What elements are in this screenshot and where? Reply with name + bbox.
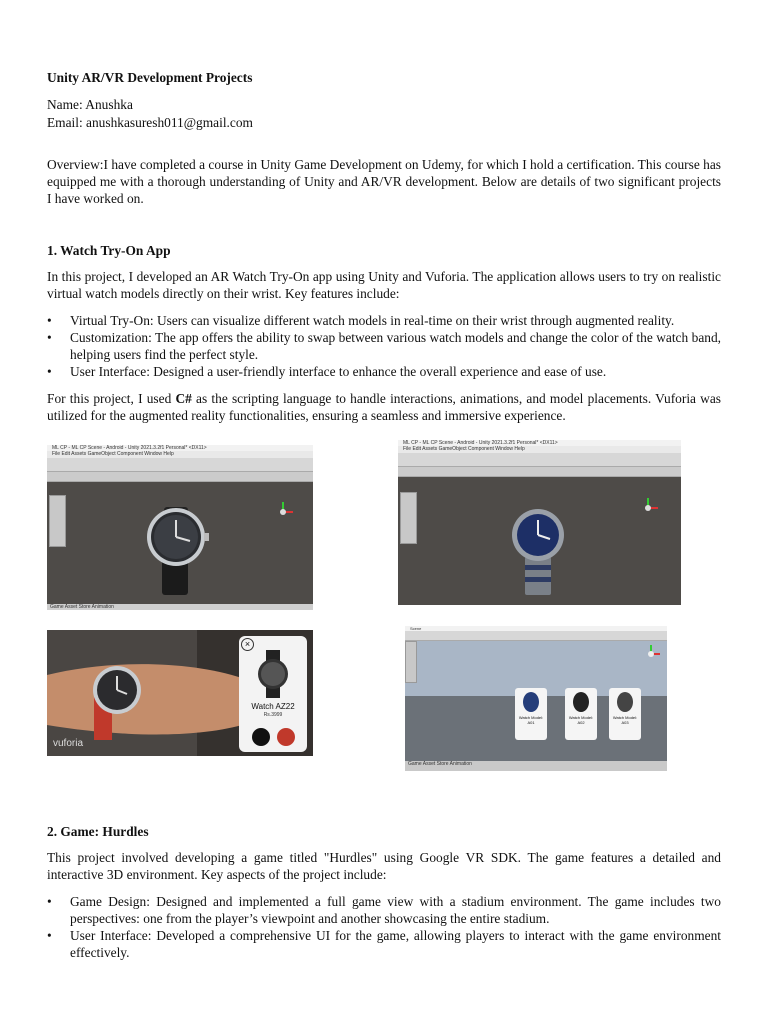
project1-intro: In this project, I developed an AR Watch Try-On app using Unity and Vuforia. The application allows users to try on realistic virtual watch models directly on their wrist. Key features include: bbox=[47, 269, 721, 301]
card-label: Watch Model: A01 bbox=[518, 715, 544, 725]
scene-tab: Scene bbox=[405, 626, 667, 631]
name-line: Name: Anushka bbox=[47, 97, 133, 112]
scene-toolbar bbox=[47, 472, 313, 482]
silver-watch-image bbox=[142, 507, 212, 597]
list-item: • User Interface: Developed a comprehensive UI for the game, allowing players to interact with the game environment effectively. bbox=[47, 927, 721, 961]
project2-feature-list bbox=[47, 893, 721, 961]
axis-gizmo-icon bbox=[271, 500, 295, 529]
project1-closing: For this project, I used C# as the scripting language to handle interactions, animations, and model placements. Vuforia was utilized for the augmented reality functionalities, ensuring a seamless and immersive experience. bbox=[47, 391, 722, 423]
list-item: • Customization: The app offers the ability to swap between various watch models and change the color of the watch band, helping users find the perfect style. bbox=[47, 329, 721, 363]
watch-name: Watch AZ22 bbox=[251, 702, 295, 711]
watch-card-image bbox=[523, 692, 539, 712]
menu-bar: File Edit Assets GameObject Component Window Help bbox=[47, 451, 313, 458]
unity-screenshot-ui-cards bbox=[405, 626, 667, 771]
window-title: ML CP - ML CP Scene - Android - Unity 2021.3.2f1 Personal* <DX11> bbox=[398, 440, 681, 446]
project1-heading: 1. Watch Try-On App bbox=[47, 243, 171, 258]
unity-screenshot-silver-watch bbox=[47, 445, 313, 610]
watch-card-2[interactable] bbox=[565, 688, 597, 740]
unity-screenshot-blue-watch bbox=[398, 440, 681, 605]
list-item: • Game Design: Designed and implemented a full game view with a stadium environment. The game includes two perspectives: one from the player’s viewpoint and another showcasing the entire stadium. bbox=[47, 893, 721, 927]
watch-price: Rs.3999 bbox=[263, 712, 283, 718]
tools-panel bbox=[405, 641, 417, 683]
overview-paragraph: Overview:I have completed a course in Unity Game Development on Udemy, for which I hold a certification. This course has equipped me with a thorough understanding of Unity and AR/VR development. Below are details of two significant projects I have worked on. bbox=[47, 157, 721, 206]
card-label: Watch Model: A02 bbox=[568, 715, 594, 725]
email-line: Email: anushkasuresh011@gmail.com bbox=[47, 115, 253, 130]
toolbar bbox=[398, 453, 681, 467]
axis-gizmo-icon bbox=[641, 644, 661, 669]
axis-gizmo-icon bbox=[636, 496, 660, 525]
project2-intro: This project involved developing a game titled "Hurdles" using Google VR SDK. The game features a detailed and interactive 3D environment. Key aspects of the project include: bbox=[47, 850, 721, 882]
bottom-tabs: Game Asset Store Animation bbox=[47, 604, 313, 610]
scene-toolbar bbox=[405, 631, 667, 641]
red-band-swatch[interactable] bbox=[277, 728, 295, 746]
card-label: Watch Model: A03 bbox=[612, 715, 638, 725]
black-band-swatch[interactable] bbox=[252, 728, 270, 746]
bottom-tabs: Game Asset Store Animation bbox=[405, 761, 667, 771]
watch-thumbnail-icon bbox=[255, 650, 291, 698]
list-item: • Virtual Try-On: Users can visualize different watch models in real-time on their wrist through augmented reality. bbox=[47, 312, 721, 329]
window-title: ML CP - ML CP Scene - Android - Unity 2021.3.2f1 Personal* <DX11> bbox=[47, 445, 313, 451]
tools-panel bbox=[400, 492, 417, 544]
scene-toolbar bbox=[398, 467, 681, 477]
vuforia-watermark: vuforia bbox=[53, 738, 84, 749]
menu-bar: File Edit Assets GameObject Component Window Help bbox=[398, 446, 681, 453]
list-item: • User Interface: Designed a user-friendly interface to enhance the overall experience and ease of use. bbox=[47, 363, 721, 380]
project2-heading: 2. Game: Hurdles bbox=[47, 824, 149, 839]
project1-feature-list bbox=[47, 312, 721, 380]
watch-card-image bbox=[573, 692, 589, 712]
blue-watch-image bbox=[508, 507, 568, 597]
toolbar bbox=[47, 458, 313, 472]
close-icon[interactable]: × bbox=[241, 638, 254, 651]
ar-tryon-photo bbox=[47, 630, 313, 756]
watch-selector-panel[interactable] bbox=[239, 636, 307, 752]
watch-card-image bbox=[617, 692, 633, 712]
watch-card-1[interactable] bbox=[515, 688, 547, 740]
watch-card-3[interactable] bbox=[609, 688, 641, 740]
document-title: Unity AR/VR Development Projects bbox=[47, 70, 253, 85]
tools-panel bbox=[49, 495, 66, 547]
